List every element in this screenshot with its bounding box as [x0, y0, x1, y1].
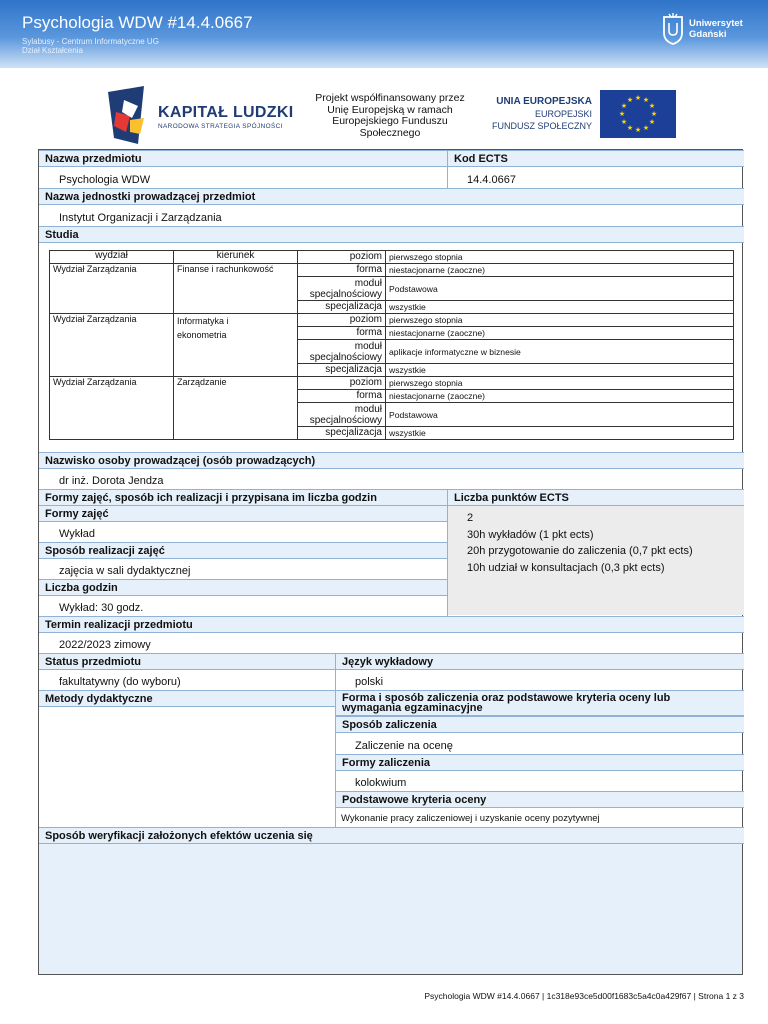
svg-text:★: ★	[648, 102, 656, 110]
svg-text:★: ★	[650, 110, 658, 118]
label-liczba-godzin: Liczba godzin	[39, 579, 447, 596]
page-header	[0, 0, 768, 68]
cell-kierunek	[174, 314, 298, 377]
cell-kierunek: Finanse i rachunkowość	[174, 264, 298, 314]
svg-text:★: ★	[620, 102, 628, 110]
svg-text:★: ★	[642, 124, 650, 132]
cell-modul-label	[298, 277, 386, 301]
label-jezyk: Język wykładowy	[335, 653, 744, 670]
cell-specjalizacja-label: specjalizacja	[298, 301, 386, 314]
cell-specjalizacja: wszystkie	[386, 301, 734, 314]
label-termin: Termin realizacji przedmiotu	[39, 616, 744, 633]
svg-text:★: ★	[626, 96, 634, 104]
modul-label-line2: specjalnościowy	[309, 414, 382, 426]
label-prowadzacy: Nazwisko osoby prowadzącej (osób prowadzących)	[39, 452, 744, 469]
svg-text:★: ★	[648, 118, 656, 126]
eu-line3: FUNDUSZ SPOŁECZNY	[491, 121, 592, 131]
kierunek-line1: Informatyka i	[177, 316, 229, 326]
svg-text:★: ★	[620, 118, 628, 126]
cell-specjalizacja: wszystkie	[386, 364, 734, 377]
ects-line: 10h udział w konsultacjach (0,3 pkt ects)	[467, 561, 665, 574]
cell-forma: niestacjonarne (zaoczne)	[386, 327, 734, 340]
cell-wydzial: Wydział Zarządzania	[50, 264, 174, 314]
label-metody: Metody dydaktyczne	[39, 690, 335, 707]
divider	[447, 150, 448, 188]
value-termin: 2022/2023 zimowy	[59, 639, 151, 651]
cell-poziom-label: poziom	[298, 377, 386, 390]
table-row	[50, 314, 734, 327]
label-kryteria: Podstawowe kryteria oceny	[335, 791, 744, 808]
forma-sposob-line1: Forma i sposób zaliczenia oraz podstawowe kryteria oceny lub	[342, 692, 671, 704]
ects-line: 30h wykładów (1 pkt ects)	[467, 528, 594, 541]
cell-wydzial: Wydział Zarządzania	[50, 314, 174, 377]
svg-text:★: ★	[626, 124, 634, 132]
label-formy-zajec-header: Formy zajęć, sposób ich realizacji i przypisana im liczba godzin	[39, 489, 447, 506]
label-nazwa-przedmiotu: Nazwa przedmiotu	[39, 150, 447, 167]
divider	[335, 653, 336, 828]
cell-modul: Podstawowa	[386, 277, 734, 301]
svg-text:★: ★	[642, 96, 650, 104]
value-nazwa-przedmiotu: Psychologia WDW	[59, 174, 151, 186]
value-sposob-realizacji: zajęcia w sali dydaktycznej	[59, 565, 191, 577]
ects-details	[467, 510, 693, 576]
cell-poziom-label: poziom	[298, 314, 386, 327]
label-forma-sposob	[335, 690, 744, 716]
label-jednostka: Nazwa jednostki prowadzącej przedmiot	[39, 188, 744, 205]
kierunek-line2: ekonometria	[177, 330, 227, 340]
value-jezyk: polski	[355, 676, 384, 688]
kapital-ludzki-title: KAPITAŁ LUDZKI	[158, 104, 294, 121]
syllabus-document	[38, 149, 743, 975]
modul-label-line1: moduł	[354, 340, 382, 352]
label-formy-zaliczenia: Formy zaliczenia	[335, 754, 744, 771]
value-status: fakultatywny (do wyboru)	[59, 676, 181, 688]
header-poziom-value: pierwszego stopnia	[386, 251, 734, 264]
cell-specjalizacja-label: specjalizacja	[298, 364, 386, 377]
studia-table	[49, 250, 734, 440]
divider	[447, 489, 448, 616]
cell-forma: niestacjonarne (zaoczne)	[386, 390, 734, 403]
eu-flag-icon	[600, 90, 676, 138]
cell-forma-label: forma	[298, 327, 386, 340]
cell-kierunek: Zarządzanie	[174, 377, 298, 440]
header-poziom: poziom	[298, 251, 386, 264]
svg-text:★: ★	[618, 110, 626, 118]
label-liczba-ects: Liczba punktów ECTS	[447, 489, 744, 506]
cell-forma: niestacjonarne (zaoczne)	[386, 264, 734, 277]
modul-label-line1: moduł	[354, 277, 382, 289]
ug-name-line2: Gdański	[689, 29, 727, 40]
page-title: Psychologia WDW #14.4.0667	[22, 13, 253, 32]
value-sposob-zaliczenia: Zaliczenie na ocenę	[355, 740, 453, 752]
modul-label-line2: specjalnościowy	[309, 288, 382, 300]
table-row	[50, 377, 734, 390]
modul-label-line1: moduł	[354, 403, 382, 415]
header-subtitle: Sylabusy - Centrum Informatyczne UG	[22, 37, 159, 46]
eu-line1: UNIA EUROPEJSKA	[496, 96, 592, 107]
value-formy-zajec: Wykład	[59, 528, 95, 540]
label-studia: Studia	[39, 226, 744, 243]
kapital-ludzki-icon	[108, 86, 154, 144]
kapital-ludzki-subtitle: NARODOWA STRATEGIA SPÓJNOŚCI	[158, 123, 283, 130]
cell-modul-label	[298, 340, 386, 364]
label-kod-ects: Kod ECTS	[447, 150, 744, 167]
header-wydzial: wydział	[50, 251, 174, 264]
value-kryteria: Wykonanie pracy zaliczeniowej i uzyskanie oceny pozytywnej	[341, 813, 600, 824]
value-prowadzacy: dr inż. Dorota Jendza	[59, 475, 164, 487]
label-status: Status przedmiotu	[39, 653, 335, 670]
project-cofinancing-text: Projekt współfinansowany przez Unię Europejską w ramach Europejskiego Funduszu Społecznego	[315, 92, 465, 139]
cell-modul: aplikacje informatyczne w biznesie	[386, 340, 734, 364]
modul-label-line2: specjalnościowy	[309, 351, 382, 363]
label-sposob-zaliczenia: Sposób zaliczenia	[335, 716, 744, 733]
cell-wydzial: Wydział Zarządzania	[50, 377, 174, 440]
header-kierunek: kierunek	[174, 251, 298, 264]
value-kod-ects: 14.4.0667	[467, 174, 516, 186]
svg-text:★: ★	[634, 94, 642, 102]
table-row	[50, 251, 734, 264]
eu-fund-text	[480, 96, 592, 132]
header-department: Dział Kształcenia	[22, 46, 83, 55]
ug-logo	[662, 11, 762, 47]
table-row	[50, 264, 734, 277]
cell-forma-label: forma	[298, 264, 386, 277]
label-weryfikacja: Sposób weryfikacji założonych efektów uczenia się	[39, 827, 744, 844]
value-jednostka: Instytut Organizacji i Zarządzania	[59, 212, 222, 224]
eu-line2: EUROPEJSKI	[534, 109, 592, 119]
forma-sposob-line2: wymagania egzaminacyjne	[342, 702, 483, 714]
ects-total: 2	[467, 512, 474, 524]
label-formy-zajec: Formy zajęć	[39, 505, 447, 522]
cell-poziom: pierwszego stopnia	[386, 377, 734, 390]
value-liczba-godzin: Wykład: 30 godz.	[59, 602, 144, 614]
cell-specjalizacja-label: specjalizacja	[298, 427, 386, 440]
ug-name-line1: Uniwersytet	[689, 18, 743, 29]
ects-line: 20h przygotowanie do zaliczenia (0,7 pkt ects)	[467, 545, 693, 557]
label-sposob-realizacji: Sposób realizacji zajęć	[39, 542, 447, 559]
cell-modul-label	[298, 403, 386, 427]
cell-forma-label: forma	[298, 390, 386, 403]
svg-text:★: ★	[634, 126, 642, 134]
page-footer: Psychologia WDW #14.4.0667 | 1c318e93ce5d00f1683c5a4c0a429f67 | Strona 1 z 3	[424, 991, 744, 1001]
value-formy-zaliczenia: kolokwium	[355, 777, 407, 789]
weryfikacja-area	[39, 844, 742, 974]
cell-specjalizacja: wszystkie	[386, 427, 734, 440]
cell-poziom: pierwszego stopnia	[386, 314, 734, 327]
cell-modul: Podstawowa	[386, 403, 734, 427]
ug-crest-icon	[662, 13, 684, 45]
